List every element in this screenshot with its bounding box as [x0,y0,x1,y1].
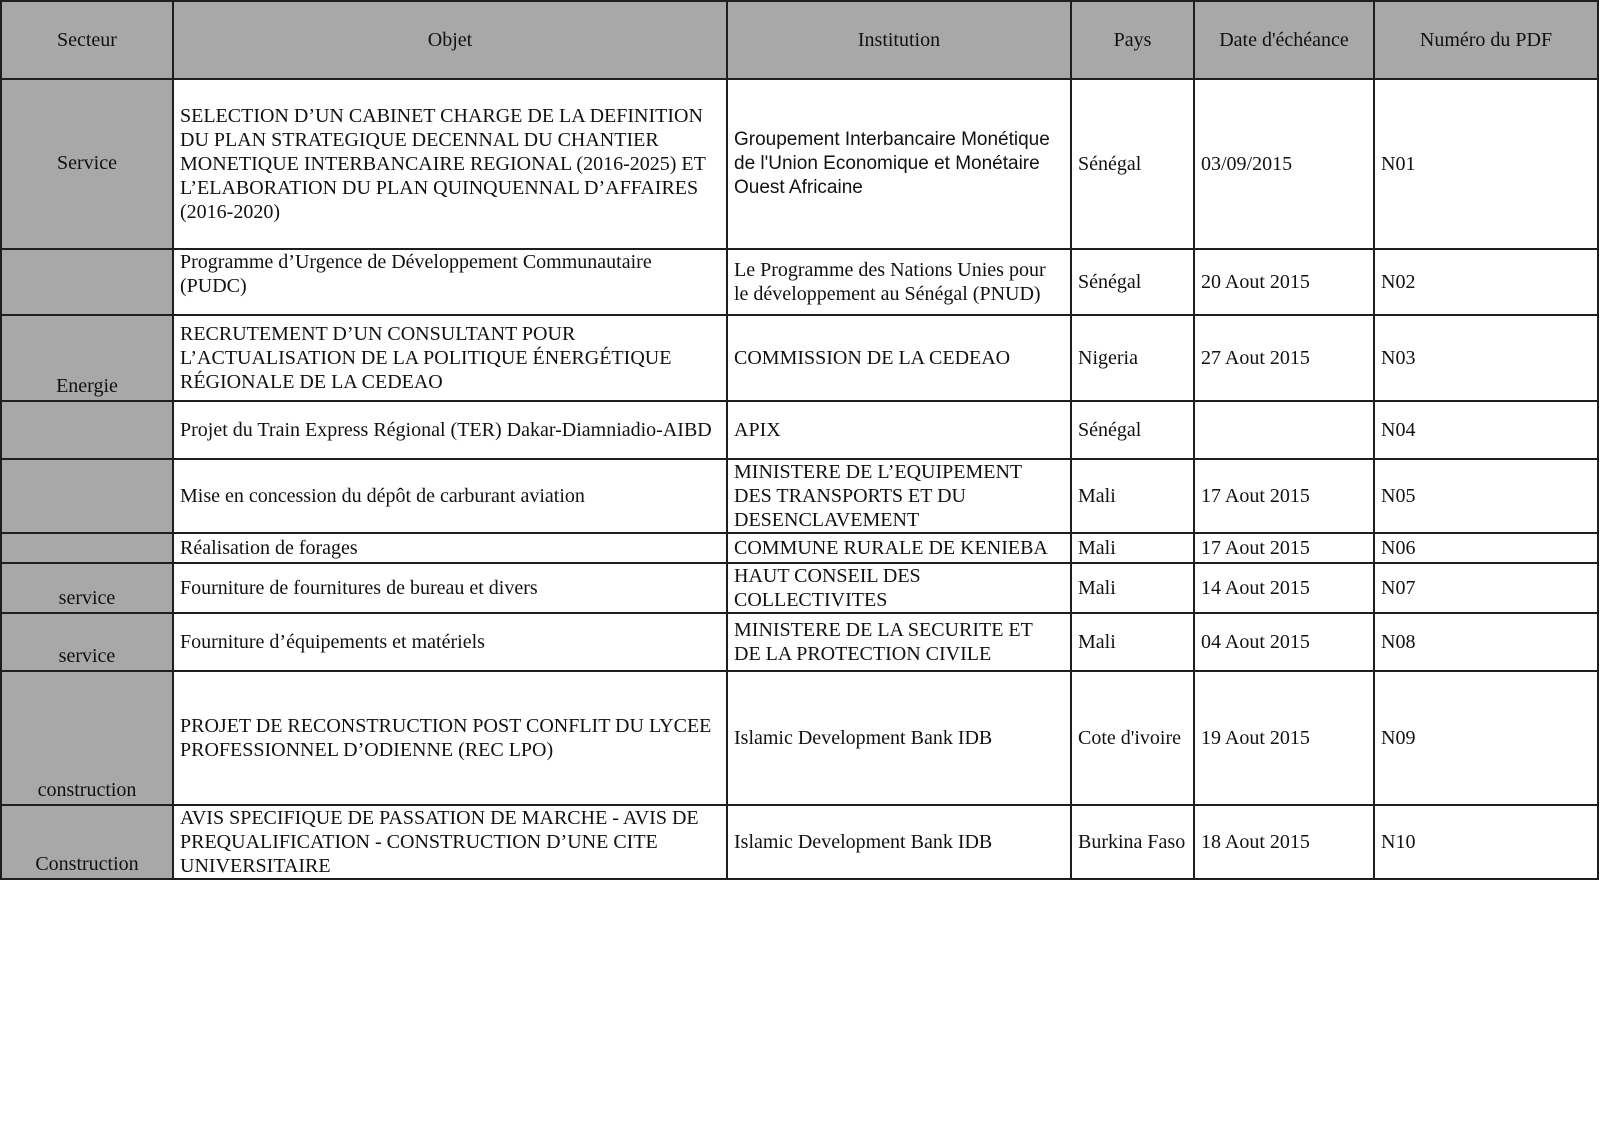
cell-pays: Cote d'ivoire [1071,671,1194,805]
cell-secteur [1,459,173,533]
cell-pays: Burkina Faso [1071,805,1194,879]
cell-date [1194,401,1374,459]
cell-pdf-number: N06 [1374,533,1598,563]
cell-date: 18 Aout 2015 [1194,805,1374,879]
cell-objet: Fourniture de fournitures de bureau et divers [173,563,727,613]
header-pdf-number: Numéro du PDF [1374,1,1598,79]
table-row [1,533,1598,563]
header-row [1,1,1598,79]
cell-objet: RECRUTEMENT D’UN CONSULTANT POUR L’ACTUALISATION DE LA POLITIQUE ÉNERGÉTIQUE RÉGIONALE DE LA CEDEAO [173,315,727,401]
cell-pays: Sénégal [1071,249,1194,315]
table-row [1,563,1598,613]
table-row [1,613,1598,671]
cell-date: 04 Aout 2015 [1194,613,1374,671]
table-row [1,671,1598,805]
cell-pdf-number: N05 [1374,459,1598,533]
cell-secteur: Construction [1,805,173,879]
cell-institution: Islamic Development Bank IDB [727,671,1071,805]
cell-objet: Réalisation de forages [173,533,727,563]
cell-pays: Mali [1071,563,1194,613]
cell-objet: AVIS SPECIFIQUE DE PASSATION DE MARCHE - AVIS DE PREQUALIFICATION - CONSTRUCTION D’UNE CITE UNIVERSITAIRE [173,805,727,879]
cell-secteur: Service [1,79,173,249]
cell-pdf-number: N08 [1374,613,1598,671]
cell-institution: MINISTERE DE L’EQUIPEMENT DES TRANSPORTS ET DU DESENCLAVEMENT [727,459,1071,533]
cell-secteur: service [1,563,173,613]
cell-objet: PROJET DE RECONSTRUCTION POST CONFLIT DU LYCEE PROFESSIONNEL D’ODIENNE (REC LPO) [173,671,727,805]
header-pays: Pays [1071,1,1194,79]
cell-institution: Le Programme des Nations Unies pour le développement au Sénégal (PNUD) [727,249,1071,315]
cell-pays: Mali [1071,533,1194,563]
cell-pdf-number: N07 [1374,563,1598,613]
cell-objet: Fourniture d’équipements et matériels [173,613,727,671]
cell-secteur [1,401,173,459]
cell-secteur [1,249,173,315]
table-row [1,459,1598,533]
cell-pdf-number: N10 [1374,805,1598,879]
table-row [1,805,1598,879]
cell-institution: HAUT CONSEIL DES COLLECTIVITES [727,563,1071,613]
cell-pays: Nigeria [1071,315,1194,401]
cell-objet: SELECTION D’UN CABINET CHARGE DE LA DEFINITION DU PLAN STRATEGIQUE DECENNAL DU CHANTIER MONETIQUE INTERBANCAIRE REGIONAL (2016-2025) ET L’ELABORATION DU PLAN QUINQUENNAL D’AFFAIRES (2016-2020) [173,79,727,249]
table-row [1,401,1598,459]
cell-institution: Islamic Development Bank IDB [727,805,1071,879]
cell-pdf-number: N03 [1374,315,1598,401]
cell-date: 20 Aout 2015 [1194,249,1374,315]
cell-pdf-number: N01 [1374,79,1598,249]
cell-secteur: service [1,613,173,671]
cell-institution: APIX [727,401,1071,459]
table-row [1,249,1598,315]
cell-pdf-number: N09 [1374,671,1598,805]
cell-secteur [1,533,173,563]
cell-pdf-number: N02 [1374,249,1598,315]
cell-date: 03/09/2015 [1194,79,1374,249]
header-secteur: Secteur [1,1,173,79]
cell-objet: Programme d’Urgence de Développement Communautaire (PUDC) [173,249,727,315]
cell-institution: COMMISSION DE LA CEDEAO [727,315,1071,401]
table-header [1,1,1598,79]
cell-pdf-number: N04 [1374,401,1598,459]
cell-institution: COMMUNE RURALE DE KENIEBA [727,533,1071,563]
cell-secteur: Energie [1,315,173,401]
cell-pays: Mali [1071,613,1194,671]
cell-date: 27 Aout 2015 [1194,315,1374,401]
cell-pays: Sénégal [1071,401,1194,459]
table-body [1,79,1598,879]
cell-objet: Mise en concession du dépôt de carburant aviation [173,459,727,533]
table-row [1,315,1598,401]
cell-date: 19 Aout 2015 [1194,671,1374,805]
cell-date: 17 Aout 2015 [1194,533,1374,563]
cell-date: 17 Aout 2015 [1194,459,1374,533]
header-institution: Institution [727,1,1071,79]
header-objet: Objet [173,1,727,79]
cell-pays: Sénégal [1071,79,1194,249]
cell-institution: MINISTERE DE LA SECURITE ET DE LA PROTECTION CIVILE [727,613,1071,671]
cell-date: 14 Aout 2015 [1194,563,1374,613]
header-date: Date d'échéance [1194,1,1374,79]
cell-secteur: construction [1,671,173,805]
cell-objet: Projet du Train Express Régional (TER) Dakar-Diamniadio-AIBD [173,401,727,459]
table-row [1,79,1598,249]
cell-institution: Groupement Interbancaire Monétique de l'Union Economique et Monétaire Ouest Africaine [727,79,1071,249]
cell-pays: Mali [1071,459,1194,533]
